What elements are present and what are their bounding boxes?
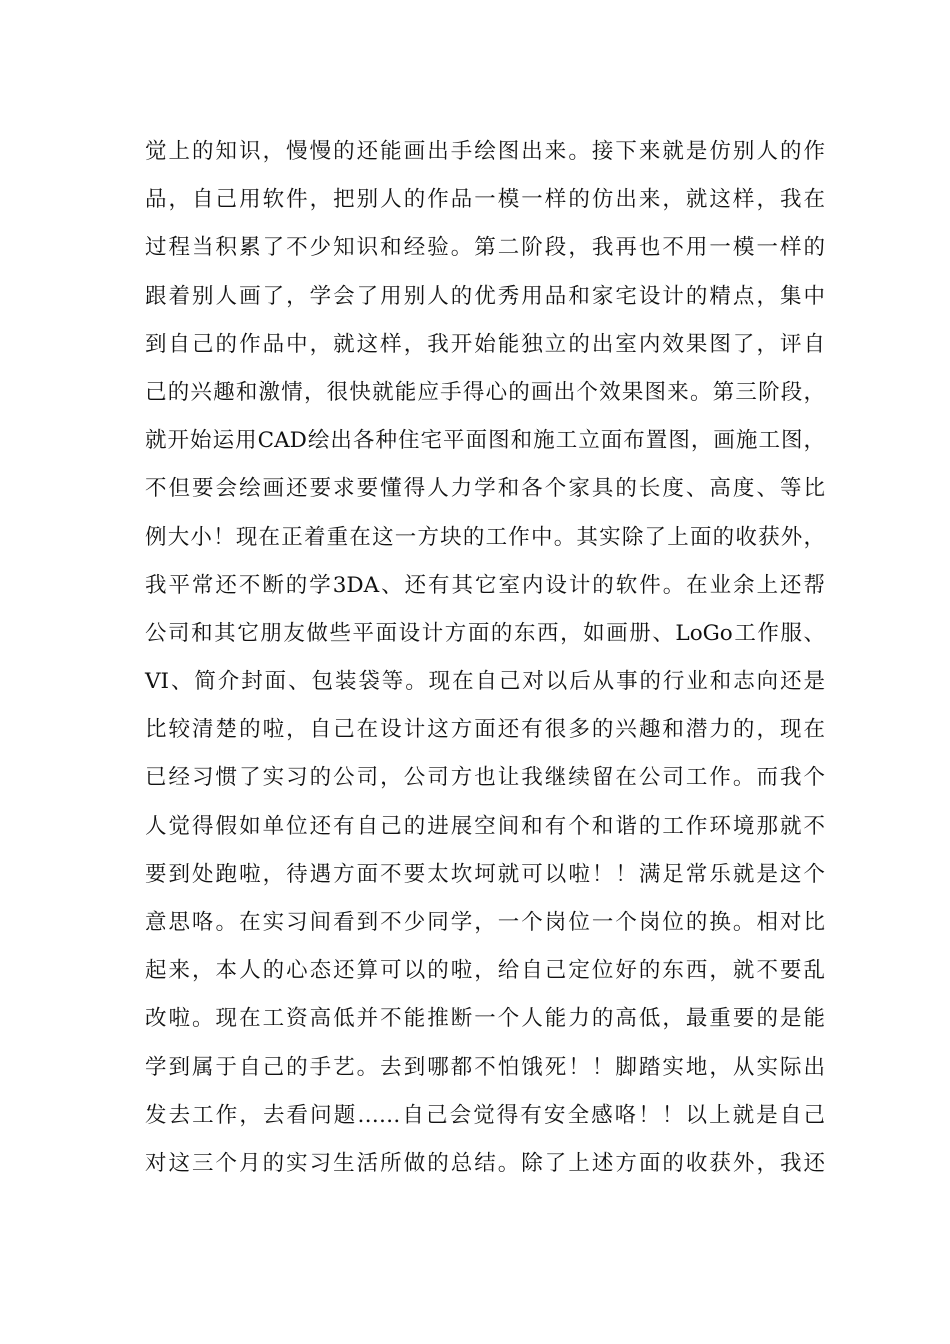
text-line: 品，自己用软件，把别人的作品一模一样的仿出来，就这样，我在 — [145, 187, 825, 213]
text-line: 意思咯。在实习间看到不少同学，一个岗位一个岗位的换。相对比 — [145, 910, 825, 935]
text-line: 公司和其它朋友做些平面设计方面的东西，如画册、LoGo工作服、 — [145, 620, 825, 646]
text-line: VI、简介封面、包装袋等。现在自己对以后从事的行业和志向还是 — [145, 669, 825, 695]
text-line: 就开始运用CAD绘出各种住宅平面图和施工立面布置图，画施工图， — [145, 428, 825, 454]
text-line: 改啦。现在工资高低并不能推断一个人能力的高低，最重要的是能 — [145, 1006, 825, 1032]
text-line: 不但要会绘画还要求要懂得人力学和各个家具的长度、高度、等比 — [145, 476, 825, 502]
text-line: 发去工作，去看问题……自己会觉得有安全感咯！！以上就是自己 — [145, 1102, 825, 1128]
text-line: 人觉得假如单位还有自己的进展空间和有个和谐的工作环境那就不 — [145, 813, 825, 839]
text-line: 跟着别人画了，学会了用别人的优秀用品和家宅设计的精点，集中 — [145, 283, 825, 309]
text-line: 过程当积累了不少知识和经验。第二阶段，我再也不用一模一样的 — [145, 235, 825, 261]
text-line: 例大小！现在正着重在这一方块的工作中。其实除了上面的收获外， — [145, 524, 825, 550]
body-paragraph — [145, 128, 825, 1188]
text-line: 对这三个月的实习生活所做的总结。除了上述方面的收获外，我还 — [145, 1150, 825, 1176]
text-line: 要到处跑啦，待遇方面不要太坎坷就可以啦！！满足常乐就是这个 — [145, 861, 825, 887]
text-line: 学到属于自己的手艺。去到哪都不怕饿死！！脚踏实地，从实际出 — [145, 1054, 825, 1080]
text-line: 已经习惯了实习的公司，公司方也让我继续留在公司工作。而我个 — [145, 765, 825, 791]
text-line: 我平常还不断的学3DA、还有其它室内设计的软件。在业余上还帮 — [145, 572, 825, 598]
text-line: 觉上的知识，慢慢的还能画出手绘图出来。接下来就是仿别人的作 — [145, 139, 825, 164]
text-line: 己的兴趣和激情，很快就能应手得心的画出个效果图来。第三阶段， — [145, 379, 825, 405]
text-line: 起来，本人的心态还算可以的啦，给自己定位好的东西，就不要乱 — [145, 958, 825, 984]
text-line: 比较清楚的啦，自己在设计这方面还有很多的兴趣和潜力的，现在 — [145, 717, 825, 743]
text-line: 到自己的作品中，就这样，我开始能独立的出室内效果图了，评自 — [145, 331, 825, 357]
